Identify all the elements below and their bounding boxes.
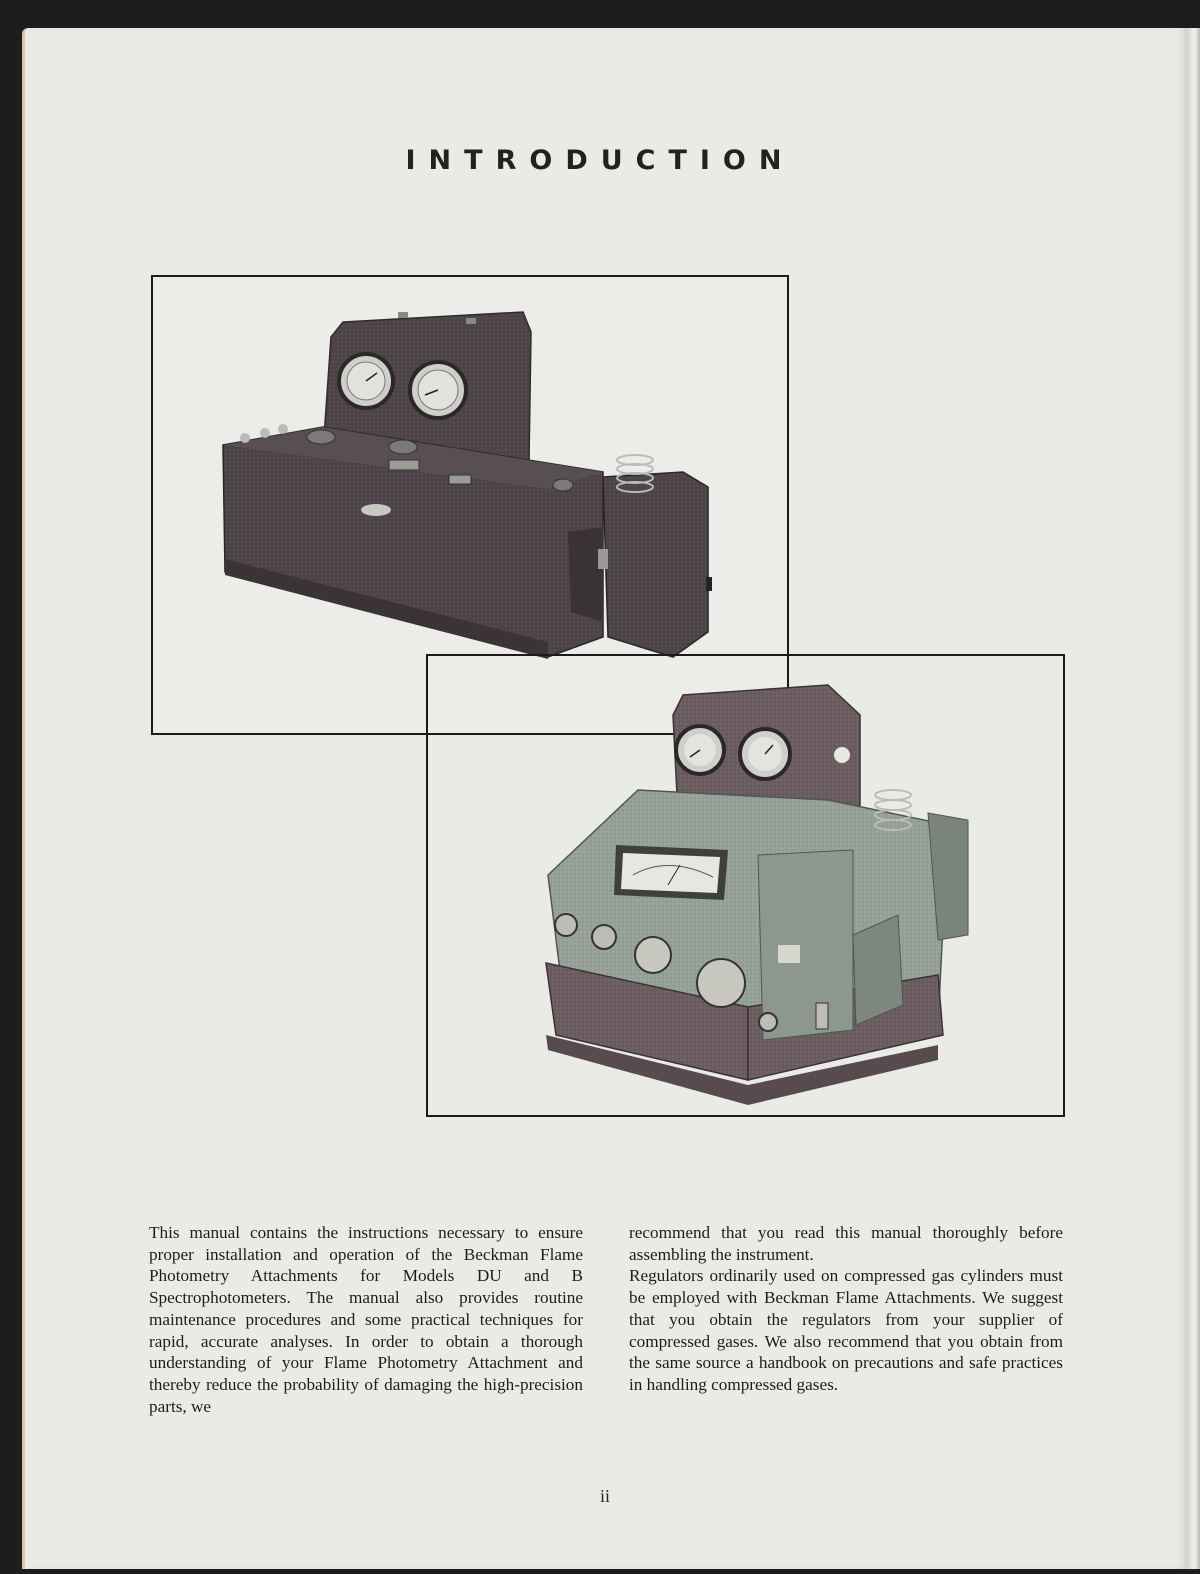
intro-column-right [629,1222,1063,1396]
photo-b-attachment-image [428,735,1061,1113]
intro-paragraph-left: This manual contains the instructions necessary to ensure proper installation and operation of the Beckman Flame Photometry Attachments for Models DU and B Spectrophotometers. The manual also provides routine maintenance procedures and some practical techniques for rapid, accurate analyses. In order to obtain a thorough understanding of your Flame Photometry Attachment and thereby reduce the probability of damaging the high-precision parts, we [149,1223,583,1416]
intro-paragraph-right-1: recommend that you read this manual thoroughly before assembling the instrument. [629,1223,1063,1264]
intro-paragraph-right-2: Regulators ordinarily used on compressed gas cylinders must be employed with Beckman Flame Attachments. We suggest that you obtain the regulators from your supplier of compressed gases. We also recommend that you obtain from the same source a handbook on precautions and safe practices in handling compressed gases. [629,1266,1063,1394]
page-title: INTRODUCTION [405,145,795,176]
page-number: ii [599,1486,610,1506]
b-instrument-illustration [428,735,1061,1113]
page-edge [1187,28,1200,1569]
